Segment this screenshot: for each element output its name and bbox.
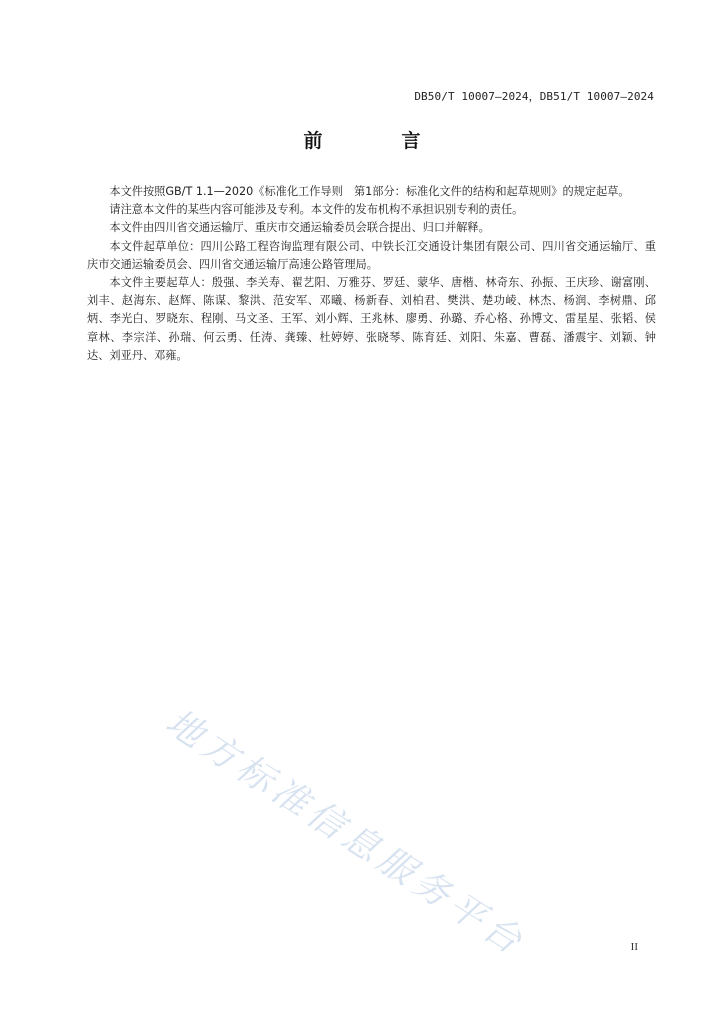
paragraph-drafting-rules: 本文件按照GB/T 1.1—2020《标准化工作导则 第1部分：标准化文件的结构和起草规则》的规定起草。	[109, 185, 630, 198]
paragraph-drafting-units: 本文件起草单位：四川公路工程咨询监理有限公司、中铁长江交通设计集团有限公司、四川省交通运输厅、重庆市交通运输委员会、四川省交通运输厅高速公路管理局。	[87, 239, 656, 271]
paragraph-patent-notice: 请注意本文件的某些内容可能涉及专利。本文件的发布机构不承担识别专利的责任。	[109, 203, 524, 217]
paragraph-drafters: 本文件主要起草人：殷强、李关寿、翟艺阳、万雅芬、罗廷、蒙华、唐楷、林奇东、孙振、王庆珍、谢富刚、刘丰、赵海东、赵辉、陈谋、黎洪、范安军、邓曦、杨新春、刘柏君、樊洪、楚功崚、林杰、杨润、李树鼎、邱炳、李光白、罗晓东、程刚、马文圣、王军、刘小辉、王兆林、廖勇、孙璐、乔心格、孙博文、雷星星、张韬、侯章林、李宗洋、孙瑞、何云勇、任涛、龚臻、杜婷婷、张晓琴、陈育廷、刘阳、朱嘉、曹磊、潘震宇、刘颖、钟达、刘亚丹、邓雍。	[87, 276, 656, 362]
standard-code: DB50/T 10007—2024，DB51/T 10007—2024	[414, 90, 654, 103]
page-number: II	[630, 941, 638, 953]
watermark: 地方标准信息服务平台	[158, 701, 533, 965]
document-body	[87, 183, 656, 365]
page-title: 前 言	[303, 130, 451, 152]
paragraph-proposer: 本文件由四川省交通运输厅、重庆市交通运输委员会联合提出、归口并解释。	[109, 221, 490, 235]
